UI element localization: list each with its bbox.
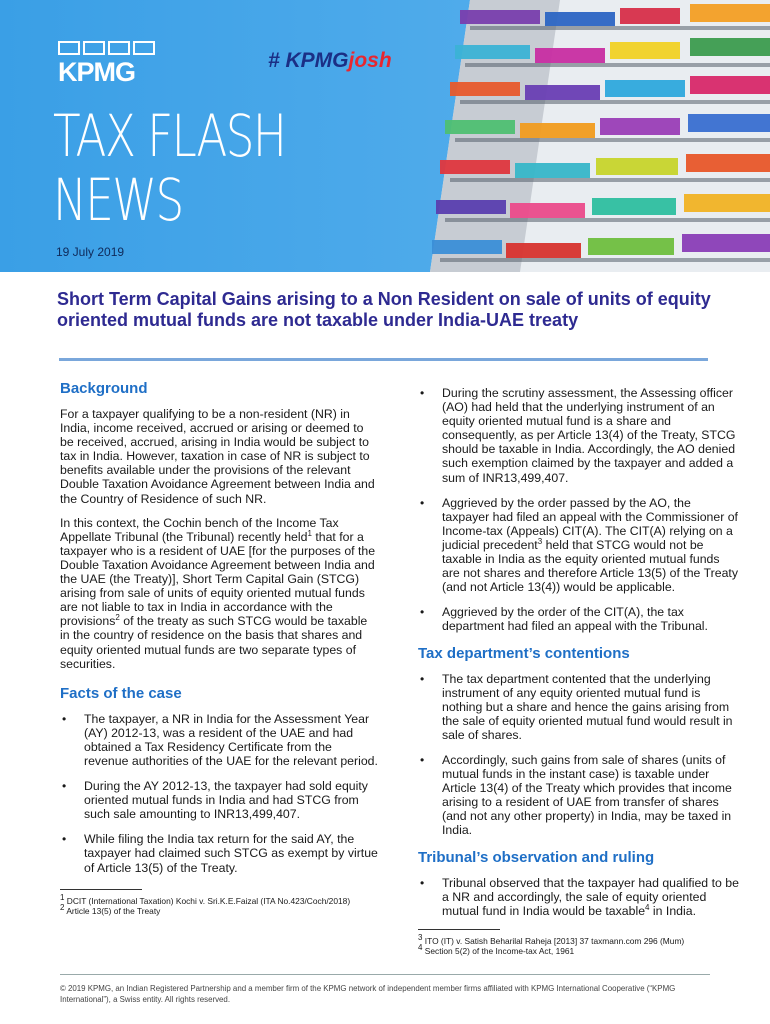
page-title [53,104,285,232]
list-item: • Aggrieved by the order passed by the AO, the taxpayer had filed an appeal with the Commissioner of Income-tax (Appeals) CIT(A). The CIT(A) relying on a judicial precedent$^3$ held that STCG would not be taxable in India as the equity oriented mutual funds are not shares and therefore Article 13(5) of the Treaty (and not Article 13(4)) would be applicable. [418,496,740,595]
footnote: $^3$ ITO (IT) v. Satish Beharilal Raheja [2013] 37 taxmann.com 296 (Mum) [418,933,685,946]
article-headline: Short Term Capital Gains arising to a Non Resident on sale of units of equity oriented mutual funds are not taxable under India-UAE treaty [57,289,711,330]
background-heading: Background [60,380,148,397]
background-paragraph-2: In this context, the Cochin bench of the Income Tax Appellate Tribunal (the Tribunal) recently held$^1$ that for a taxpayer who is a resident of UAE [for the purposes of the Double Taxation Avoidance Agreement between India and the UAE (the Treaty)], Short Term Capital Gain (STCG) arising from sale of units of equity oriented mutual funds are not liable to tax in India in accordance with the provisions$^2$ of the treaty as such STCG would be taxable in the country of residence on the basis that shares and equity oriented mutual funds are two separate types of securities. [60,515,376,671]
proceedings-list [418,386,740,634]
footnote-divider [418,929,500,930]
kpmg-josh-logo [268,49,392,73]
title-line-2: NEWS [53,166,183,234]
list-item: • The tax department contented that the underlying instrument of any equity oriented mutual fund is nothing but a share and hence the gains arising from the sale of equity oriented mutual fund would result in sale of shares. [418,672,740,742]
ruling-list [418,876,740,918]
list-item: • Tribunal observed that the taxpayer had qualified to be a NR and accordingly, the sale of equity oriented mutual fund in India would be taxable$^4$ in India. [418,876,740,918]
copyright-footer: © 2019 KPMG, an Indian Registered Partnership and a member firm of the KPMG network of independent member firms affiliated with KPMG International Cooperative (“KPMG International”), a Swiss entity. All rights reserved. [60,984,676,1004]
footnote-divider [60,889,142,890]
list-item: • During the scrutiny assessment, the Assessing officer (AO) had held that the underlying instrument of an equity oriented mutual fund is a share and consequently, as per Article 13(4) of the Treaty, STCG should be taxable in India. Accordingly, the AO denied such exemption claimed by the taxpayer and added a sum of INR13,499,407. [418,386,740,485]
kpmg-logo-text: KPMG [58,57,135,87]
right-column [418,386,740,957]
kpmg-logo-boxes [58,41,158,55]
issue-date: 19 July 2019 [56,245,125,259]
list-item: • Accordingly, such gains from sale of shares (units of mutual funds in the instant case) is taxable under Article 13(4) of the Treaty which provides that income arising to a resident of UAE from transfer of shares (and not any other property) in India, may be taxed in India. [418,753,740,838]
josh-word: josh [348,49,392,72]
title-line-1: TAX FLASH [53,102,286,170]
contentions-heading: Tax department’s contentions [418,644,630,662]
list-item: • Aggrieved by the order of the CIT(A), the tax department had filed an appeal with the Tribunal. [418,605,740,633]
josh-prefix: # KPMG [268,49,349,72]
facts-list [60,712,378,875]
footnote: $^1$ DCIT (International Taxation) Kochi v. Sri.K.E.Faizal (ITA No.423/Coch/2018) [60,892,351,906]
left-column [60,380,378,917]
background-paragraph-1: For a taxpayer qualifying to be a non-resident (NR) in India, income received, accrued or arising or deemed to be received, accrued, arising in India would be subject to tax in India. However, taxation in case of NR is subject to benefits available under the provisions of the relevant Double Taxation Avoidance Agreement between India and the Country of Residence of such NR. [60,407,375,506]
contentions-list [418,672,740,838]
ruling-heading: Tribunal’s observation and ruling [418,848,655,866]
facts-heading: Facts of the case [60,684,182,702]
hero-banner [0,0,770,272]
list-item: • The taxpayer, a NR in India for the Assessment Year (AY) 2012-13, was a resident of the UAE and had obtained a Tax Residency Certificate from the revenue authorities of the UAE for the relevant period. [60,712,378,768]
divider [59,358,708,361]
kpmg-logo [58,41,158,88]
footnote: $^4$ Section 5(2) of the Income-tax Act, 1961 [418,943,575,957]
footer-divider [60,974,710,975]
list-item: • During the AY 2012-13, the taxpayer had sold equity oriented mutual funds in India and had STCG from such sale amounting to INR13,499,407. [60,779,378,821]
list-item: • While filing the India tax return for the said AY, the taxpayer had claimed such STCG as exempt by virtue of Article 13(5) of the Treaty. [60,832,378,874]
footnote: $^2$ Article 13(5) of the Treaty [60,903,161,917]
